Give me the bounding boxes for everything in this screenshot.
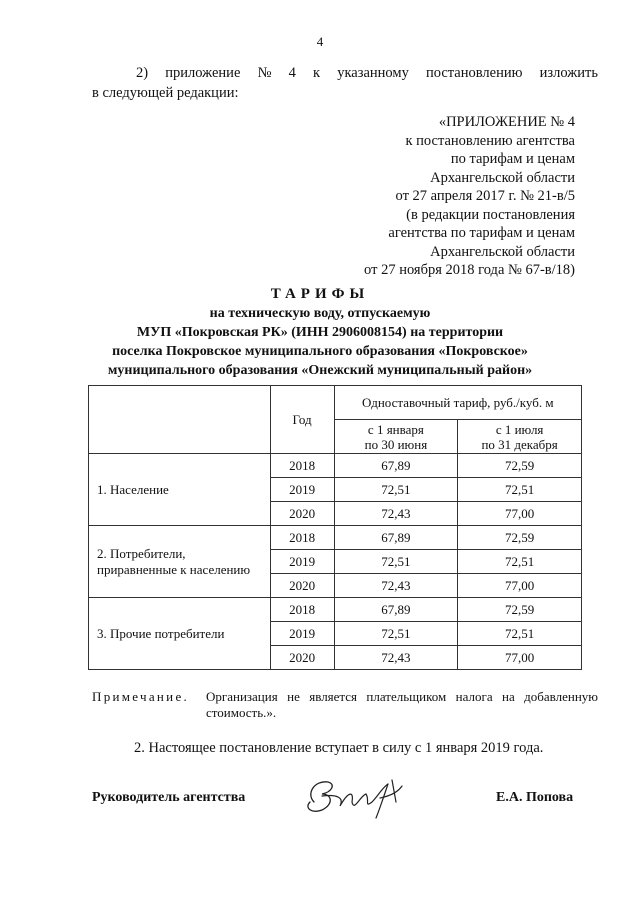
year-cell: 2019	[270, 478, 334, 502]
word: 2)	[136, 65, 149, 81]
period-1-line2: по 30 июня	[364, 436, 428, 452]
table-row	[89, 526, 582, 550]
table-row	[89, 454, 582, 478]
tariff-p1-cell: 72,51	[334, 478, 458, 502]
tariff-title-line: муниципального образования «Онежский муниципальный район»	[107, 363, 533, 378]
tariff-p1-cell: 72,43	[334, 646, 458, 670]
category-equivalent-consumers	[89, 526, 271, 598]
tariff-p1-cell: 72,43	[334, 574, 458, 598]
word: постановлению	[425, 65, 523, 81]
period-1-line1: с 1 января	[367, 421, 424, 437]
tariff-p1-cell: 72,51	[334, 622, 458, 646]
word: приложение	[165, 65, 241, 81]
tariff-heading: ТАРИФЫ	[270, 286, 370, 302]
header-tariff: Одноставочный тариф, руб./куб. м	[334, 386, 581, 420]
table-row	[89, 598, 582, 622]
year-cell: 2020	[270, 574, 334, 598]
tariff-p2-cell: 72,59	[458, 454, 582, 478]
tariff-title	[60, 285, 580, 380]
appendix-line: «ПРИЛОЖЕНИЕ № 4	[438, 114, 575, 130]
appendix-line: (в редакции постановления	[406, 206, 575, 223]
appendix-line: к постановлению агентства	[405, 132, 575, 149]
word: изложить	[539, 65, 598, 81]
tariff-p1-cell: 67,89	[334, 526, 458, 550]
tariff-p1-cell: 72,51	[334, 550, 458, 574]
category-label-line2: приравненные к населению	[97, 561, 251, 577]
word: №	[257, 65, 272, 81]
handwritten-signature	[292, 772, 412, 822]
note-label: Примечание.	[92, 689, 190, 704]
appendix-line: от 27 ноября 2018 года № 67-в/18)	[364, 262, 575, 278]
year-cell: 2018	[270, 598, 334, 622]
appendix-line: Архангельской области	[430, 243, 575, 260]
period-2-line1: с 1 июля	[495, 421, 544, 437]
tariff-p1-cell: 67,89	[334, 454, 458, 478]
word: указанному	[337, 65, 409, 81]
tariff-p2-cell: 72,51	[458, 478, 582, 502]
page-number: 4	[316, 34, 324, 49]
tariff-p1-cell: 67,89	[334, 598, 458, 622]
table-header-row	[89, 386, 582, 420]
tariff-title-line: поселка Покровское муниципального образования «Покровское»	[112, 344, 528, 359]
header-year: Год	[270, 386, 334, 454]
appendix-header	[330, 113, 575, 280]
word: 4	[288, 65, 296, 81]
effective-date-clause: 2. Настоящее постановление вступает в силу с 1 января 2019 года.	[134, 740, 544, 756]
appendix-line: Архангельской области	[430, 169, 575, 186]
year-cell: 2018	[270, 526, 334, 550]
category-label-line1: 2. Потребители,	[97, 545, 186, 561]
tariff-p2-cell: 77,00	[458, 502, 582, 526]
tariff-title-line: на техническую воду, отпускаемую	[209, 306, 431, 321]
tariff-table	[88, 385, 582, 670]
tariff-p2-cell: 72,59	[458, 598, 582, 622]
year-cell: 2018	[270, 454, 334, 478]
signatory-position: Руководитель агентства	[92, 790, 246, 805]
appendix-line: от 27 апреля 2017 г. № 21-в/5	[395, 188, 575, 204]
tariff-p1-cell: 72,43	[334, 502, 458, 526]
amendment-item-2-line2: в следующей редакции:	[92, 85, 239, 101]
tariff-p2-cell: 72,51	[458, 622, 582, 646]
appendix-line: агентства по тарифам и ценам	[388, 225, 575, 241]
signatory-name: Е.А. Попова	[496, 790, 574, 805]
category-population: 1. Население	[89, 454, 271, 526]
tariff-title-line: МУП «Покровская РК» (ИНН 2906008154) на территории	[136, 325, 504, 340]
appendix-line: по тарифам и ценам	[450, 151, 575, 167]
year-cell: 2019	[270, 550, 334, 574]
period-2-line2: по 31 декабря	[481, 436, 558, 452]
header-empty-cell	[89, 386, 271, 454]
word: к	[313, 65, 321, 81]
amendment-item-2-line1	[92, 63, 598, 83]
year-cell: 2020	[270, 502, 334, 526]
header-period-2	[458, 420, 582, 454]
year-cell: 2020	[270, 646, 334, 670]
note-text: Организация не является плательщиком налога на добавленную стоимость.».	[206, 689, 598, 720]
tariff-p2-cell: 72,59	[458, 526, 582, 550]
tariff-p2-cell: 77,00	[458, 646, 582, 670]
header-period-1	[334, 420, 458, 454]
tariff-p2-cell: 77,00	[458, 574, 582, 598]
year-cell: 2019	[270, 622, 334, 646]
tariff-p2-cell: 72,51	[458, 550, 582, 574]
category-other-consumers: 3. Прочие потребители	[89, 598, 271, 670]
amendment-item-2	[92, 63, 598, 103]
